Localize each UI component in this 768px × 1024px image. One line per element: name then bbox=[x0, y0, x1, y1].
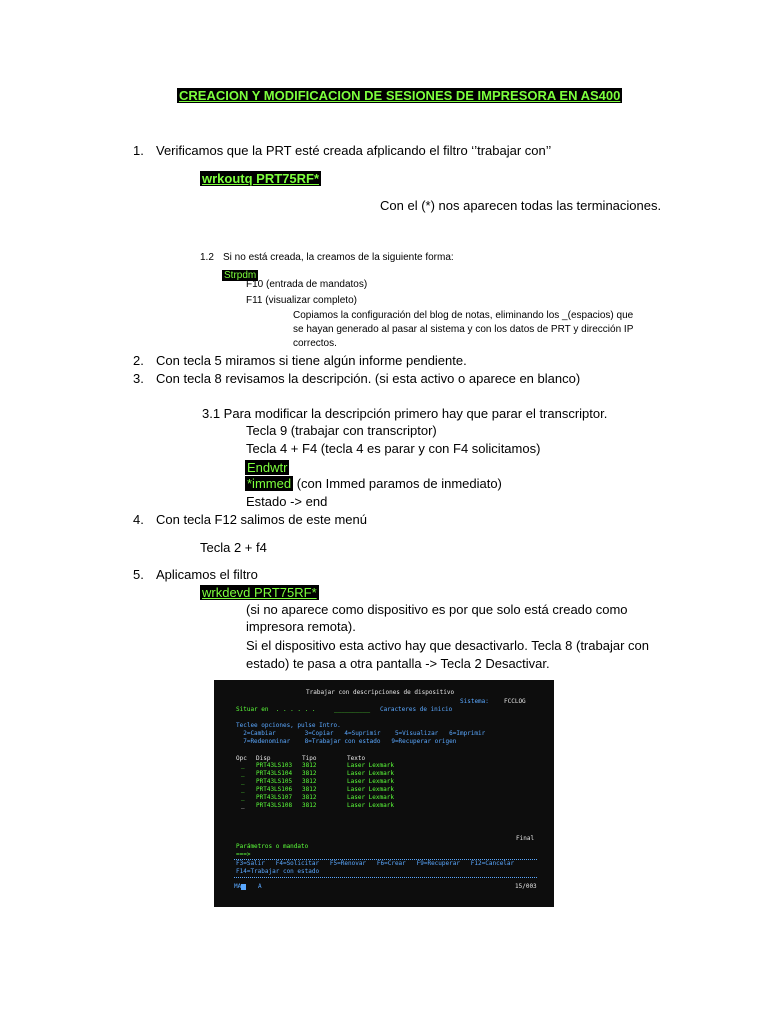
paren-line-2: impresora remota). bbox=[246, 619, 356, 634]
f11-line: F11 (visualizar completo) bbox=[246, 295, 357, 306]
table-row-texto: Laser Lexmark bbox=[347, 762, 394, 769]
step-5-number: 5. bbox=[133, 567, 144, 582]
terminal-header: Trabajar con descripciones de dispositivo bbox=[306, 689, 455, 696]
table-row-texto: Laser Lexmark bbox=[347, 778, 394, 785]
table-row-opc[interactable]: _ bbox=[241, 794, 245, 801]
step-2-number: 2. bbox=[133, 353, 144, 368]
terminal-options-1: 2=Cambiar 3=Copiar 4=Suprimir 5=Visualizar 6=Imprimir bbox=[236, 730, 486, 737]
tecla-2-line: Tecla 2 + f4 bbox=[200, 540, 267, 555]
terminal-prompt[interactable]: ===> bbox=[236, 851, 251, 858]
sub-step-3-1: 3.1 Para modificar la descripción primero hay que parar el transcriptor. bbox=[202, 406, 608, 421]
table-row-disp: PRT43LS108 bbox=[256, 802, 293, 809]
table-row-texto: Laser Lexmark bbox=[347, 802, 394, 809]
immed-line bbox=[245, 476, 502, 491]
table-row-tipo: 3812 bbox=[302, 770, 317, 777]
table-row-disp: PRT43LS103 bbox=[256, 762, 293, 769]
table-row-disp: PRT43LS104 bbox=[256, 770, 293, 777]
table-row-tipo: 3812 bbox=[302, 794, 317, 801]
copy-line-1: Copiamos la configuración del blog de notas, eliminando los _(espacios) que bbox=[293, 310, 634, 321]
command-wrkoutq: wrkoutq PRT75RF* bbox=[202, 171, 320, 186]
sub-step-1-2-text: Si no está creada, la creamos de la siguiente forma: bbox=[223, 252, 454, 263]
command-strpdm: Strpdm bbox=[224, 270, 257, 281]
table-row-opc[interactable]: _ bbox=[241, 762, 245, 769]
table-row-opc[interactable]: _ bbox=[241, 802, 245, 809]
terminal-options-2: 7=Redenominar 8=Trabajar con estado 9=Recuperar origen bbox=[236, 738, 457, 745]
table-row-texto: Laser Lexmark bbox=[347, 794, 394, 801]
paren-line-1: (si no aparece como dispositivo es por que solo está creado como bbox=[246, 602, 628, 617]
terminal-col-texto: Texto bbox=[347, 755, 366, 762]
active-line-2: estado) te pasa a otra pantalla -> Tecla 2 Desactivar. bbox=[246, 656, 550, 671]
terminal-sistema-label: Sistema: bbox=[460, 698, 489, 705]
step-4-number: 4. bbox=[133, 512, 144, 527]
table-row-tipo: 3812 bbox=[302, 762, 317, 769]
table-row-disp: PRT43LS106 bbox=[256, 786, 293, 793]
step-5-text: Aplicamos el filtro bbox=[156, 567, 258, 582]
step-1-number: 1. bbox=[133, 143, 144, 158]
immed-note: (con Immed paramos de inmediato) bbox=[293, 476, 502, 491]
command-endwtr: Endwtr bbox=[247, 460, 288, 475]
tecla-9-line: Tecla 9 (trabajar con transcriptor) bbox=[246, 423, 437, 438]
terminal-final: Final bbox=[516, 835, 535, 842]
note-asterisk: Con el (*) nos aparecen todas las terminaciones. bbox=[380, 198, 662, 213]
terminal-parametros: Parámetros o mandato bbox=[236, 843, 309, 850]
cursor-block bbox=[241, 884, 246, 890]
table-row-texto: Laser Lexmark bbox=[347, 770, 394, 777]
table-row-opc[interactable]: _ bbox=[241, 778, 245, 785]
table-row-opc[interactable]: _ bbox=[241, 770, 245, 777]
table-row-texto: Laser Lexmark bbox=[347, 786, 394, 793]
page-title: CREACION Y MODIFICACION DE SESIONES DE IMPRESORA EN AS400 bbox=[179, 88, 621, 103]
terminal-caracteres: Caracteres de inicio bbox=[380, 706, 453, 713]
step-3-number: 3. bbox=[133, 371, 144, 386]
terminal-sistema-value: FCCLOG bbox=[504, 698, 526, 705]
terminal-status-right: 15/003 bbox=[515, 883, 537, 890]
command-immed: *immed bbox=[247, 476, 292, 491]
terminal-col-tipo: Tipo bbox=[302, 755, 317, 762]
terminal-separator bbox=[234, 877, 537, 878]
terminal-col-disp: Disp bbox=[256, 755, 271, 762]
table-row-tipo: 3812 bbox=[302, 786, 317, 793]
table-row-tipo: 3812 bbox=[302, 778, 317, 785]
table-row-disp: PRT43LS105 bbox=[256, 778, 293, 785]
copy-line-3: correctos. bbox=[293, 338, 337, 349]
copy-line-2: se hayan generado al pasar al sistema y con los datos de PRT y dirección IP bbox=[293, 324, 634, 335]
command-wrkdevd: wrkdevd PRT75RF* bbox=[202, 585, 317, 600]
terminal-status-a: A bbox=[258, 883, 262, 890]
sub-step-1-2-number: 1.2 bbox=[200, 252, 214, 263]
terminal-fkeys-1: F3=Salir F4=Solicitar F5=Renovar F6=Crear F9=Recuperar F12=Cancelar bbox=[236, 860, 515, 867]
terminal-situar: Situar en . . . . . . bbox=[236, 706, 316, 713]
terminal-teclee: Teclee opciones, pulse Intro. bbox=[236, 722, 341, 729]
table-row-disp: PRT43LS107 bbox=[256, 794, 293, 801]
terminal-fkeys-2: F14=Trabajar con estado bbox=[236, 868, 320, 875]
terminal-screenshot bbox=[214, 680, 554, 907]
terminal-col-opc: Opc bbox=[236, 755, 247, 762]
table-row-tipo: 3812 bbox=[302, 802, 317, 809]
step-1-text: Verificamos que la PRT esté creada afplicando el filtro ‘’trabajar con’’ bbox=[156, 143, 552, 158]
terminal-status-left: MA bbox=[234, 883, 246, 890]
f10-line: F10 (entrada de mandatos) bbox=[246, 279, 368, 290]
tecla-4-line: Tecla 4 + F4 (tecla 4 es parar y con F4 solicitamos) bbox=[246, 441, 541, 456]
terminal-situar-field[interactable]: __________ bbox=[334, 706, 371, 713]
step-2-text: Con tecla 5 miramos si tiene algún informe pendiente. bbox=[156, 353, 467, 368]
table-row-opc[interactable]: _ bbox=[241, 786, 245, 793]
estado-end-line: Estado -> end bbox=[246, 494, 328, 509]
step-4-text: Con tecla F12 salimos de este menú bbox=[156, 512, 367, 527]
active-line-1: Si el dispositivo esta activo hay que desactivarlo. Tecla 8 (trabajar con bbox=[246, 638, 649, 653]
step-3-text: Con tecla 8 revisamos la descripción. (si esta activo o aparece en blanco) bbox=[156, 371, 581, 386]
